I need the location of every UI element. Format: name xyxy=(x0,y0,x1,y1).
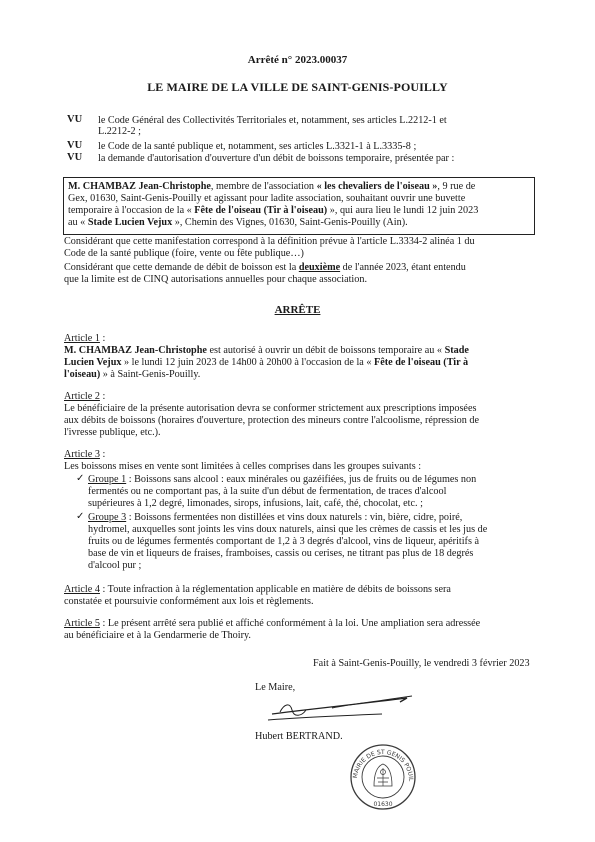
svg-text:01630: 01630 xyxy=(373,801,393,808)
group-3-line-5: d'alcool pur ; xyxy=(88,560,142,571)
signatory-name: Hubert BERTRAND. xyxy=(255,731,343,742)
considerant-2-line-2: que la limite est de CINQ autorisations annuelles pour chaque association. xyxy=(64,274,367,285)
article-1-line-2: Lucien Vejux » le lundi 12 juin 2023 de 14h00 à 20h00 à l'occasion de la « Fête de l'oiseau (Tir à xyxy=(64,357,469,368)
svg-text:MAIRIE DE ST GENIS POUILLY: MAIRIE DE ST GENIS POUIL xyxy=(351,748,415,782)
vu-key: VU xyxy=(67,114,83,125)
group-1-line-1: Groupe 1 : Boissons sans alcool : eaux minérales ou gazéifiées, jus de fruits ou de légumes non xyxy=(88,474,477,485)
group-3-line-1: Groupe 3 : Boissons fermentées non distillées et vins doux naturels : vin, bière, cidre, poiré, xyxy=(88,512,463,523)
vu-1-line-2: L.2212-2 ; xyxy=(98,126,142,137)
requester-line-3: temporaire à l'occasion de la « Fête de l'oiseau (Tir à l'oiseau) », qui aura lieu le lundi 12 juin 2023 xyxy=(68,205,479,216)
requester-line-4: au « Stade Lucien Vejux », Chemin des Vignes, 01630, Saint-Genis-Pouilly (Ain). xyxy=(68,217,408,228)
place-date: Fait à Saint-Genis-Pouilly, le vendredi 3 février 2023 xyxy=(313,658,530,669)
considerant-1-line-1: Considérant que cette manifestation correspond à la définition prévue à l'article L.3334-2 alinéa 1 du xyxy=(64,236,475,247)
handwritten-signature xyxy=(262,690,422,730)
mayor-title: LE MAIRE DE LA VILLE DE SAINT-GENIS-POUILLY xyxy=(147,80,448,94)
vu-1-line-1: le Code Général des Collectivités Territoriales et, notamment, ses articles L.2212-1 et xyxy=(98,115,447,126)
vu-key: VU xyxy=(67,140,83,151)
considerant-2-line-1: Considérant que cette demande de débit de boisson est la deuxième de l'année 2023, étant entendu xyxy=(64,262,466,273)
article-3-title: Article 3 : xyxy=(64,449,106,460)
considerant-1-line-2: Code de la santé publique (foire, vente ou fête publique…) xyxy=(64,248,304,259)
requester-line-2: Gex, 01630, Saint-Genis-Pouilly et agissant pour ladite association, souhaitant ouvrir une buvette xyxy=(68,193,466,204)
article-3-intro: Les boissons mises en vente sont limitées à celles comprises dans les groupes suivants : xyxy=(64,461,422,472)
checkmark-icon: ✓ xyxy=(76,511,85,522)
group-3-line-4: base de vin et liqueurs de fraises, framboises, cassis ou cerises, ne titrant pas plus de 18 degrés xyxy=(88,548,474,559)
article-5-line-1: Article 5 : Le présent arrêté sera publié et affiché conformément à la loi. Une ampliation sera adressée xyxy=(64,618,481,629)
group-1-line-2: fermentés ou ne comportant pas, à la suite d'un début de fermentation, de traces d'alcool xyxy=(88,486,447,497)
article-2-line-3: l'ivresse publique, etc.). xyxy=(64,427,161,438)
requester-line-1: M. CHAMBAZ Jean-Christophe, membre de l'association « les chevaliers de l'oiseau », 9 rue de xyxy=(68,181,476,192)
article-2-title: Article 2 : xyxy=(64,391,106,402)
article-2-line-1: Le bénéficiaire de la présente autorisation devra se conformer strictement aux prescriptions imposées xyxy=(64,403,477,414)
article-4-line-2: constatée et poursuivie conformément aux lois et règlements. xyxy=(64,596,314,607)
article-5-line-2: au bénéficiaire et à la Gendarmerie de Thoiry. xyxy=(64,630,251,641)
group-1-line-3: supérieures à 1,2 degré, limonades, sirops, infusions, lait, café, thé, chocolat, etc. ; xyxy=(88,498,423,509)
arrete-heading: ARRÊTE xyxy=(274,304,321,316)
vu-key: VU xyxy=(67,152,83,163)
arrete-number: Arrêté n° 2023.00037 xyxy=(247,54,348,66)
article-1-title: Article 1 : xyxy=(64,333,106,344)
group-3-line-3: fruits ou de légumes fermentés comportant de 1,2 à 3 degrés d'alcool, vins de liqueur, apéritifs à xyxy=(88,536,479,547)
vu-2-line-1: le Code de la santé publique et, notamment, ses articles L.3321-1 à L.3335-8 ; xyxy=(98,141,417,152)
article-1-line-1: M. CHAMBAZ Jean-Christophe est autorisé à ouvrir un débit de boissons temporaire au « Stade xyxy=(64,345,469,356)
article-1-line-3: l'oiseau) » à Saint-Genis-Pouilly. xyxy=(64,369,201,380)
official-seal-stamp xyxy=(348,742,418,812)
article-4-line-1: Article 4 : Toute infraction à la réglementation applicable en matière de débits de boissons sera xyxy=(64,584,451,595)
vu-3-line-1: la demande d'autorisation d'ouverture d'un débit de boissons temporaire, présentée par : xyxy=(98,153,455,164)
article-2-line-2: aux débits de boissons (horaires d'ouverture, protection des mineurs contre l'alcoolisme, répression de xyxy=(64,415,480,426)
le-maire: Le Maire, xyxy=(255,682,296,693)
checkmark-icon: ✓ xyxy=(76,473,85,484)
group-3-line-2: hydromel, auxquelles sont joints les vins doux naturels, ainsi que les crèmes de cassis et les jus de xyxy=(88,524,488,535)
